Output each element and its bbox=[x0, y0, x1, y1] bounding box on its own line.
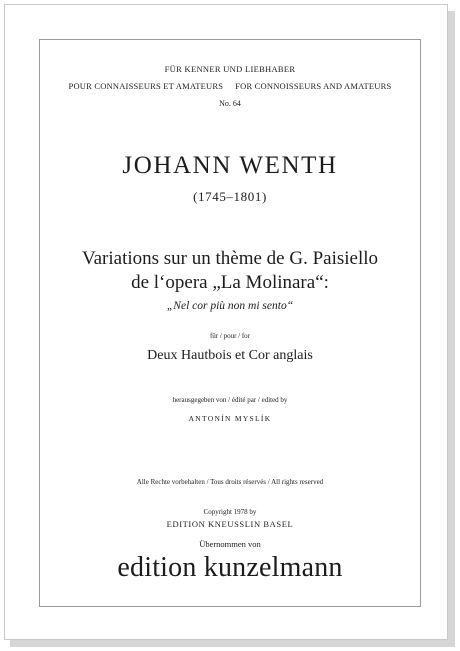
series-number: No. 64 bbox=[219, 99, 241, 108]
title-page bbox=[4, 4, 448, 640]
copyright-line: Copyright 1978 by bbox=[203, 508, 257, 516]
work-title-line-1: Variations sur un thème de G. Paisiello bbox=[81, 248, 379, 269]
taken-over-label: Übernommen von bbox=[199, 539, 261, 549]
series-title-english: FOR CONNOISSEURS AND AMATEURS bbox=[235, 81, 392, 91]
composer-dates: (1745–1801) bbox=[193, 189, 267, 204]
work-subtitle: „Nel cor più non mi sento“ bbox=[166, 300, 294, 312]
publisher-name: EDITION KNEUSSLIN BASEL bbox=[166, 519, 294, 529]
instrumentation: Deux Hautbois et Cor anglais bbox=[147, 348, 313, 363]
composer-name: JOHANN WENTH bbox=[122, 152, 338, 179]
series-title-german: FÜR KENNER UND LIEBHABER bbox=[164, 64, 296, 74]
edited-by-label: herausgegeben von / édité par / edited by bbox=[172, 396, 288, 404]
series-title-french-english bbox=[40, 81, 420, 91]
rights-notice: Alle Rechte vorbehalten / Tous droits réservés / All rights reserved bbox=[136, 478, 324, 486]
editor-name: ANTONÍN MYSLÍK bbox=[188, 414, 272, 423]
publisher-imprint: edition kunzelmann bbox=[117, 552, 343, 583]
for-label: für / pour / for bbox=[209, 332, 251, 340]
page-frame bbox=[39, 39, 421, 607]
work-title-line-2: de l‘opera „La Molinara“: bbox=[131, 272, 329, 293]
series-title-french: POUR CONNAISSEURS ET AMATEURS bbox=[68, 81, 224, 91]
